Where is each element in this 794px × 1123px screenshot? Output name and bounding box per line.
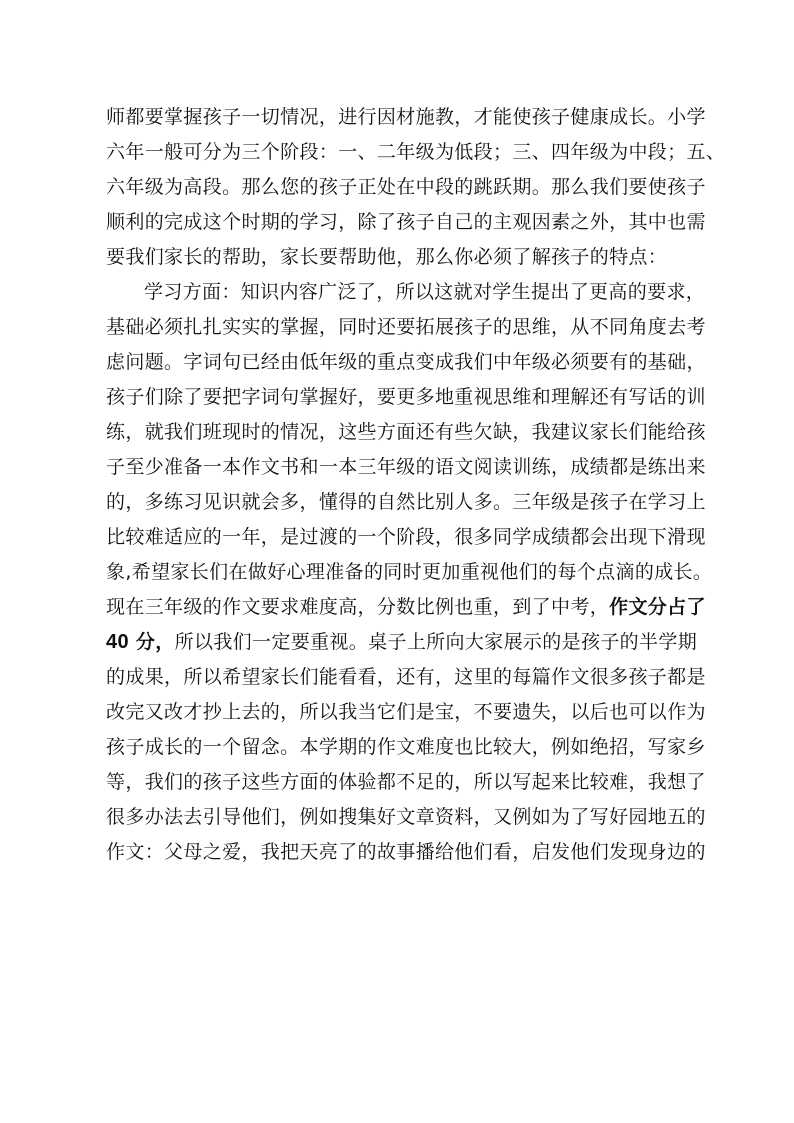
text-line-11: 子至少准备一本作文书和一本三年级的语文阅读训练，成绩都是练出来 — [106, 456, 706, 478]
body-text — [106, 100, 746, 870]
text-line-12: 的，多练习见识就会多，懂得的自然比别人多。三年级是孩子在学习上 — [106, 491, 706, 513]
text-line-16-normal: 所以我们一定要重视。桌子上所向大家展示的是孩子的半学期 — [174, 631, 698, 653]
paragraph-learning-start: 学习方面：知识内容广泛了，所以这就对学生提出了更高的要求， — [144, 281, 706, 303]
text-line-1: 师都要掌握孩子一切情况，进行因材施教，才能使孩子健康成长。小学 — [106, 106, 706, 128]
text-line-9: 孩子们除了要把字词句掌握好，要更多地重视思维和理解还有写话的训 — [106, 386, 706, 408]
text-line-5: 要我们家长的帮助，家长要帮助他，那么你必须了解孩子的特点： — [106, 246, 668, 268]
text-line-2: 六年一般可分为三个阶段：一、二年级为低段；三、四年级为中段；五、 — [106, 141, 726, 163]
text-line-7: 基础必须扎扎实实的掌握，同时还要拓展孩子的思维，从不同角度去考 — [106, 316, 706, 338]
text-line-18: 改完又改才抄上去的，所以我当它们是宝，不要遗失，以后也可以作为 — [106, 701, 706, 723]
text-line-17: 的成果，所以希望家长们能看看，还有，这里的每篇作文很多孩子都是 — [106, 666, 706, 688]
text-line-14: 象,希望家长们在做好心理准备的同时更加重视他们的每个点滴的成长。 — [106, 561, 713, 583]
text-line-15-bold: 作文分占了 — [609, 596, 706, 618]
score-number: 40 — [106, 631, 129, 653]
text-line-10: 练，就我们班现时的情况，这些方面还有些欠缺，我建议家长们能给孩 — [106, 421, 706, 443]
text-line-4: 顺利的完成这个时期的学习，除了孩子自己的主观因素之外，其中也需 — [106, 211, 706, 233]
text-line-15-normal: 现在三年级的作文要求难度高，分数比例也重，到了中考， — [106, 596, 610, 618]
score-unit: 分， — [128, 631, 175, 653]
text-line-13: 比较难适应的一年，是过渡的一个阶段，很多同学成绩都会出现下滑现 — [106, 526, 706, 548]
text-line-20: 等，我们的孩子这些方面的体验都不足的，所以写起来比较难，我想了 — [106, 771, 706, 793]
text-line-21: 很多办法去引导他们，例如搜集好文章资料，又例如为了写好园地五的 — [106, 806, 706, 828]
text-line-22: 作文：父母之爱，我把天亮了的故事播给他们看，启发他们发现身边的 — [106, 841, 706, 863]
text-line-8: 虑问题。字词句已经由低年级的重点变成我们中年级必须要有的基础， — [106, 351, 706, 373]
text-line-3: 六年级为高段。那么您的孩子正处在中段的跳跃期。那么我们要使孩子 — [106, 176, 706, 198]
text-line-16 — [106, 625, 746, 660]
text-line-15 — [106, 590, 746, 625]
text-line-19: 孩子成长的一个留念。本学期的作文难度也比较大，例如绝招，写家乡 — [106, 736, 706, 758]
